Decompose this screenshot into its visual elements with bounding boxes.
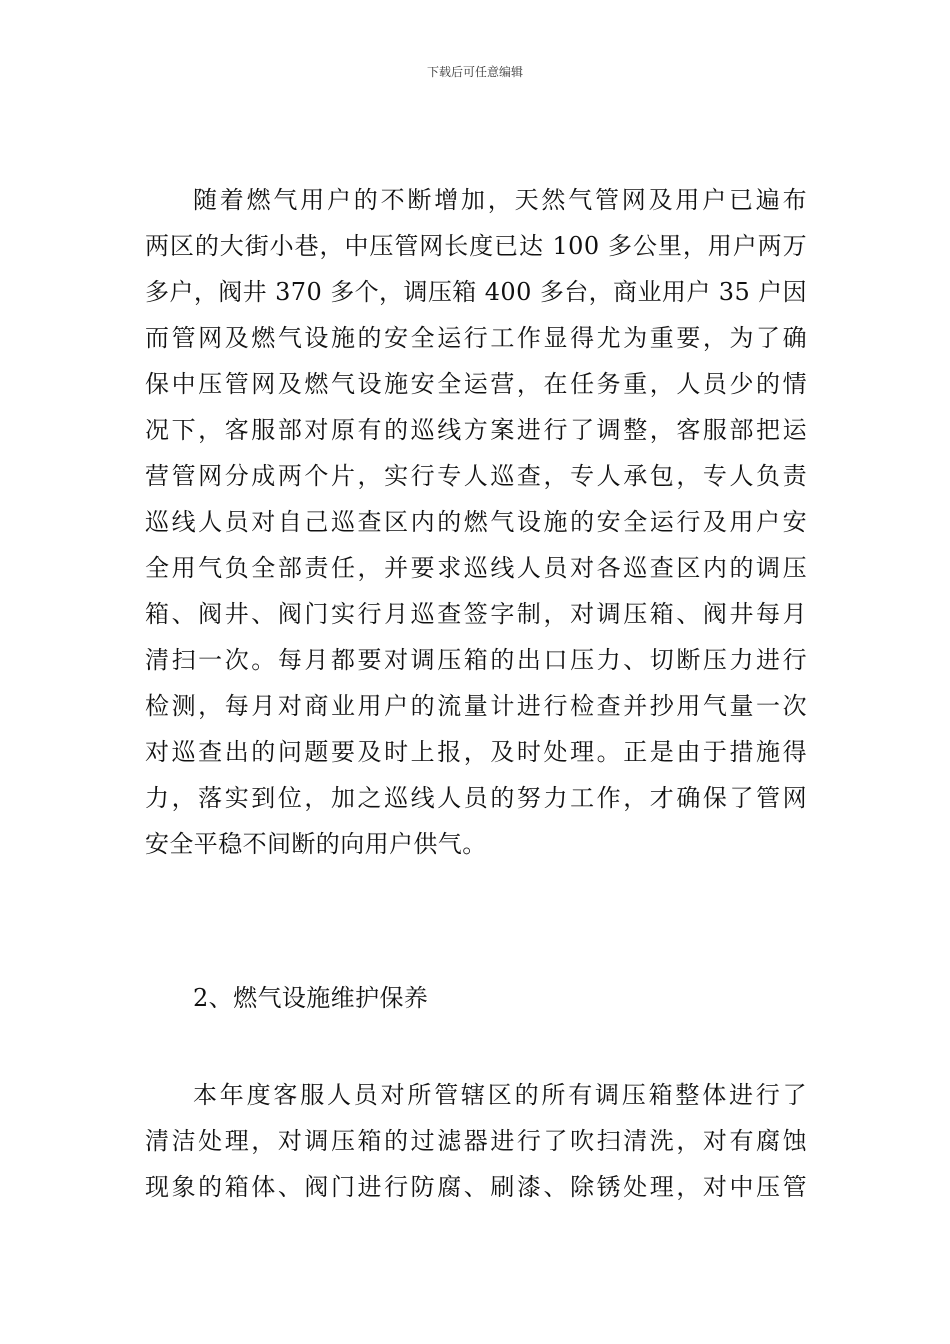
text-line: 多户，阀井 370 多个，调压箱 400 多台，商业用户 35 户因 (145, 278, 807, 306)
text-line: 本年度客服人员对所管辖区的所有调压箱整体进行了 (193, 1081, 807, 1109)
text-line: 巡线人员对自己巡查区内的燃气设施的安全运行及用户安 (145, 508, 807, 536)
text-line: 随着燃气用户的不断增加，天然气管网及用户已遍布 (193, 186, 807, 214)
text-line: 对巡查出的问题要及时上报，及时处理。正是由于措施得 (145, 738, 807, 766)
text-line: 箱、阀井、阀门实行月巡查签字制，对调压箱、阀井每月 (145, 600, 807, 628)
text-line: 营管网分成两个片，实行专人巡查，专人承包，专人负责 (145, 462, 807, 490)
text-line: 而管网及燃气设施的安全运行工作显得尤为重要，为了确 (145, 324, 807, 352)
section-heading: 2、燃气设施维护保养 (193, 984, 429, 1012)
text-line: 保中压管网及燃气设施安全运营，在任务重，人员少的情 (145, 370, 807, 398)
text-line: 力，落实到位，加之巡线人员的努力工作，才确保了管网 (145, 784, 807, 812)
text-line: 清洁处理，对调压箱的过滤器进行了吹扫清洗，对有腐蚀 (145, 1127, 807, 1155)
page-header-note: 下载后可任意编辑 (426, 65, 523, 79)
text-line: 两区的大街小巷，中压管网长度已达 100 多公里，用户两万 (145, 232, 807, 260)
text-line: 全用气负全部责任，并要求巡线人员对各巡查区内的调压 (145, 554, 807, 582)
text-line: 清扫一次。每月都要对调压箱的出口压力、切断压力进行 (145, 646, 807, 674)
text-line: 况下，客服部对原有的巡线方案进行了调整，客服部把运 (145, 416, 807, 444)
text-line: 安全平稳不间断的向用户供气。 (145, 830, 487, 858)
paragraph-pipeline-inspection (145, 177, 807, 867)
paragraph-facility-maintenance (145, 1072, 807, 1210)
text-line: 现象的箱体、阀门进行防腐、刷漆、除锈处理，对中压管 (145, 1173, 807, 1201)
text-line: 检测，每月对商业用户的流量计进行检查并抄用气量一次 (145, 692, 807, 720)
